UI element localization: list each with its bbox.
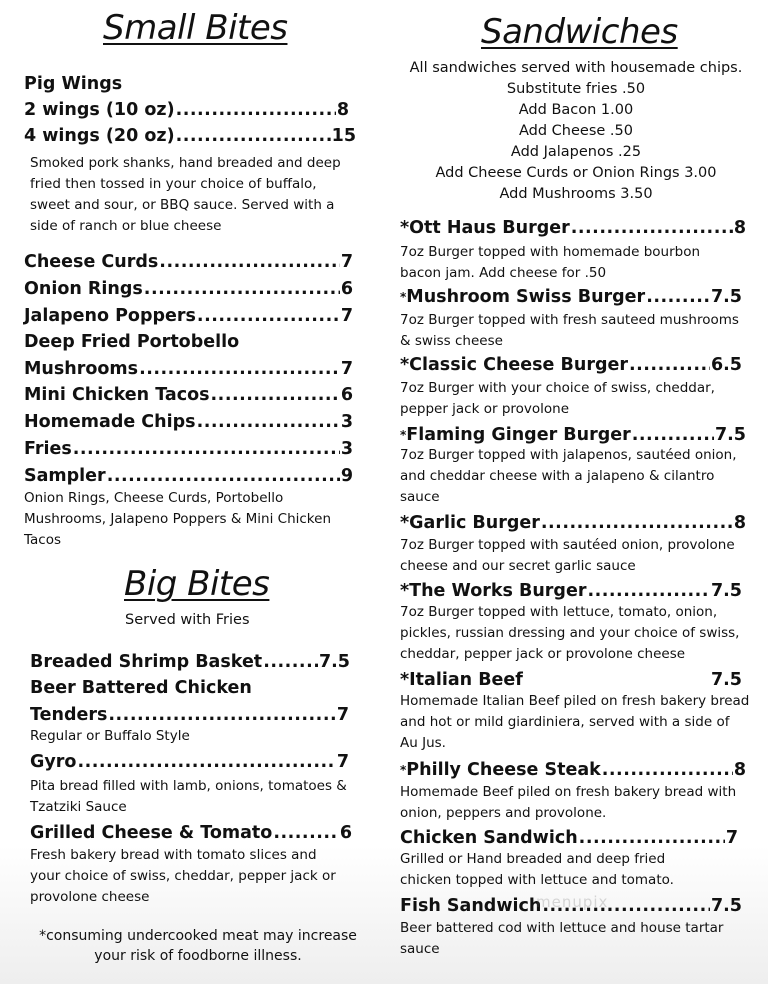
grilled-cheese-description: Fresh bakery bread with tomato slices and your choice of swiss, cheddar, pepper jack or provolone cheese	[30, 847, 336, 905]
menu-item-jalapeno-poppers: Jalapeno Poppers ..... 7	[24, 303, 353, 329]
sandwich-description: Grilled or Hand breaded and deep fried chicken topped with lettuce and tomato.	[400, 851, 674, 888]
menu-item-grilled-cheese: Grilled Cheese & Tomato ..... 6	[30, 820, 352, 846]
menu-item-shrimp-basket: Breaded Shrimp Basket ..... 7.5	[30, 649, 350, 675]
sandwich-ott-haus-burger: *Ott Haus Burger ..... 8	[400, 215, 746, 241]
sandwich-description: Beer battered cod with lettuce and house tartar sauce	[400, 920, 724, 957]
intro-line: Add Bacon 1.00	[518, 102, 634, 118]
menu-item-mini-chicken-tacos: Mini Chicken Tacos ..... 6	[24, 382, 353, 408]
sandwich-italian-beef: *Italian Beef 7.5	[400, 670, 742, 690]
sandwich-philly-cheese-steak: *Philly Cheese Steak ..... 8	[400, 757, 746, 783]
sandwich-garlic-burger: *Garlic Burger ..... 8	[400, 510, 746, 536]
big-bites-subtitle: Served with Fries	[125, 612, 250, 628]
intro-line: Add Cheese Curds or Onion Rings 3.00	[435, 165, 717, 181]
sandwich-flaming-ginger-burger: *Flaming Ginger Burger ..... 7.5	[400, 422, 746, 448]
sandwich-description: Homemade Italian Beef piled on fresh bakery bread and hot or mild giardiniera, served with a side of Au Jus.	[400, 693, 750, 751]
menupix-watermark: menupix	[536, 893, 609, 911]
portobello-title: Deep Fried Portobello	[24, 332, 240, 352]
sandwiches-intro	[386, 58, 766, 205]
menu-item-fries: Fries ..... 3	[24, 436, 353, 462]
pig-wings-option-4: 4 wings (20 oz) ..... 15	[24, 123, 356, 149]
tenders-title: Beer Battered Chicken	[30, 678, 252, 698]
tenders-description: Regular or Buffalo Style	[30, 728, 190, 744]
menu-item-cheese-curds: Cheese Curds ..... 7	[24, 249, 353, 275]
intro-line: Add Jalapenos .25	[510, 144, 642, 160]
menu-item-sampler: Sampler ..... 9	[24, 463, 353, 489]
sandwich-description: 7oz Burger with your choice of swiss, cheddar, pepper jack or provolone	[400, 380, 715, 417]
menu-item-homemade-chips: Homemade Chips ..... 3	[24, 409, 353, 435]
sandwiches-heading: Sandwiches	[481, 12, 678, 52]
sandwich-description: 7oz Burger topped with lettuce, tomato, onion, pickles, russian dressing and your choice of swiss, cheddar, pepper jack or provolone cheese	[400, 604, 740, 662]
sandwich-description: 7oz Burger topped with jalapenos, sautéed onion, and cheddar cheese with a jalapeno & cilantro sauce	[400, 447, 737, 505]
pig-wings-option-2: 2 wings (10 oz) ..... 8	[24, 97, 349, 123]
sandwich-description: 7oz Burger topped with fresh sauteed mushrooms & swiss cheese	[400, 312, 739, 349]
sandwich-mushroom-swiss-burger: *Mushroom Swiss Burger ..... 7.5	[400, 284, 742, 310]
intro-line: Add Mushrooms 3.50	[499, 186, 653, 202]
menu-item-chicken-tenders: Tenders ..... 7	[30, 702, 349, 728]
sandwich-works-burger: *The Works Burger ..... 7.5	[400, 578, 742, 604]
sampler-description: Onion Rings, Cheese Curds, Portobello Mushrooms, Jalapeno Poppers & Mini Chicken Tacos	[24, 490, 331, 548]
menu-item-onion-rings: Onion Rings ..... 6	[24, 276, 353, 302]
intro-line: All sandwiches served with housemade chips.	[409, 60, 743, 76]
sandwich-description: 7oz Burger topped with homemade bourbon bacon jam. Add cheese for .50	[400, 244, 701, 281]
big-bites-heading: Big Bites	[124, 564, 270, 604]
intro-line: Add Cheese .50	[519, 123, 633, 139]
menu-item-portobello-mushrooms: Mushrooms ..... 7	[24, 356, 353, 382]
small-bites-heading: Small Bites	[103, 8, 288, 48]
sandwich-classic-cheese-burger: *Classic Cheese Burger ..... 6.5	[400, 352, 742, 378]
intro-line: Substitute fries .50	[506, 81, 646, 97]
gyro-description: Pita bread filled with lamb, onions, tomatoes & Tzatziki Sauce	[30, 778, 347, 815]
sandwich-chicken: Chicken Sandwich ..... 7	[400, 825, 738, 851]
pig-wings-description: Smoked pork shanks, hand breaded and deep fried then tossed in your choice of buffalo, sweet and sour, or BBQ sauce. Served with a side of ranch or blue cheese	[30, 155, 341, 234]
sandwich-description: 7oz Burger topped with sautéed onion, provolone cheese and our secret garlic sauce	[400, 537, 735, 574]
pig-wings-title: Pig Wings	[24, 74, 123, 94]
sandwich-fish: Fish Sandwich ..... 7.5	[400, 893, 742, 919]
food-safety-disclaimer: *consuming undercooked meat may increase your risk of foodborne illness.	[39, 928, 357, 964]
menu-item-gyro: Gyro ..... 7	[30, 749, 349, 775]
sandwich-description: Homemade Beef piled on fresh bakery bread with onion, peppers and provolone.	[400, 784, 737, 821]
